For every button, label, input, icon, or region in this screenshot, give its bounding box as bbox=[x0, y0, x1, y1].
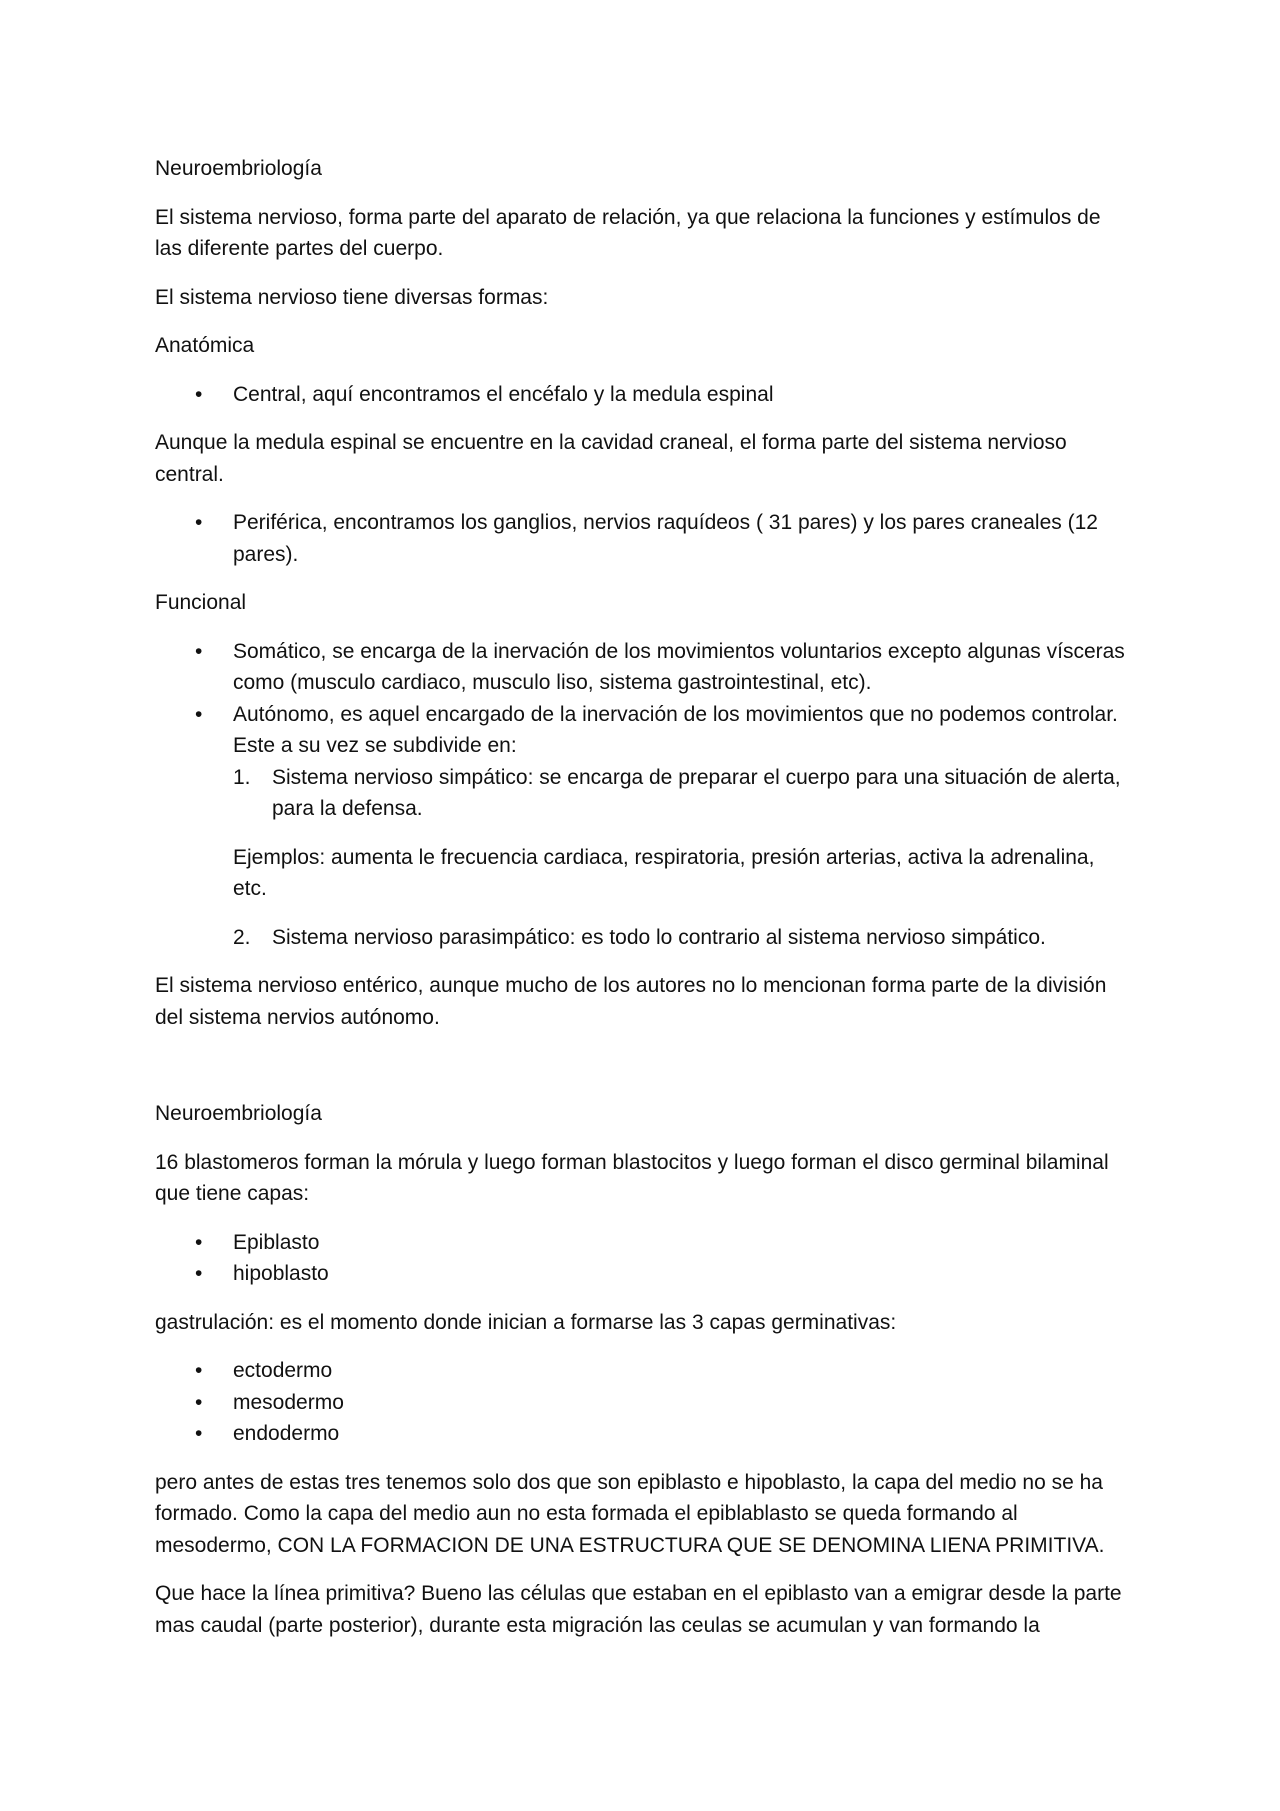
funcional-list bbox=[155, 636, 1130, 762]
paragraph: El sistema nervioso entérico, aunque mucho de los autores no lo mencionan forma parte de la división del sistema nervios autónomo. bbox=[155, 974, 1107, 1029]
document-body bbox=[155, 153, 1130, 1658]
item-number: 2. bbox=[233, 925, 251, 949]
item-text: Sistema nervioso parasimpático: es todo lo contrario al sistema nervioso simpático. bbox=[272, 925, 1046, 949]
list-item: • hipoblasto bbox=[155, 1258, 1130, 1290]
capas-list bbox=[155, 1227, 1130, 1290]
list-item: • endodermo bbox=[155, 1418, 1130, 1450]
germinativas-list bbox=[155, 1355, 1130, 1450]
list-item: • mesodermo bbox=[155, 1387, 1130, 1419]
paragraph: gastrulación: es el momento donde inician a formarse las 3 capas germinativas: bbox=[155, 1310, 897, 1334]
subheading-funcional: Funcional bbox=[155, 591, 247, 614]
paragraph: pero antes de estas tres tenemos solo dos que son epiblasto e hipoblasto, la capa del medio no se ha formado. Como la capa del medio aun no esta formada el epiblablasto se queda formando al mesodermo, CON LA FORMACION DE UNA ESTRUCTURA QUE SE DENOMINA LIENA PRIMITIVA. bbox=[155, 1470, 1105, 1557]
paragraph: El sistema nervioso tiene diversas formas: bbox=[155, 285, 549, 309]
list-item: • ectodermo bbox=[155, 1355, 1130, 1387]
autonomo-subdivision-list-2 bbox=[155, 922, 1130, 954]
list-item: • Somático, se encarga de la inervación de los movimientos voluntarios excepto algunas vísceras como (musculo cardiaco, musculo liso, sistema gastrointestinal, etc). bbox=[155, 636, 1130, 699]
section-title: Neuroembriología bbox=[155, 157, 322, 180]
autonomo-subdivision-list-1 bbox=[155, 762, 1130, 825]
list-item: • Central, aquí encontramos el encéfalo y la medula espinal bbox=[155, 379, 1130, 411]
periferica-list bbox=[155, 507, 1130, 570]
anatomica-list bbox=[155, 379, 1130, 411]
section-gap bbox=[155, 1050, 1130, 1098]
paragraph: Aunque la medula espinal se encuentre en la cavidad craneal, el forma parte del sistema nervioso central. bbox=[155, 431, 1067, 486]
numbered-item bbox=[233, 922, 1130, 954]
item-number: 1. bbox=[233, 765, 251, 789]
paragraph: El sistema nervioso, forma parte del aparato de relación, ya que relaciona la funciones y estímulos de las diferente partes del cuerpo. bbox=[155, 205, 1101, 260]
paragraph: Que hace la línea primitiva? Bueno las células que estaban en el epiblasto van a emigrar desde la parte mas caudal (parte posterior), durante esta migración las ceulas se acumulan y van formando la bbox=[155, 1582, 1122, 1637]
item-text: Sistema nervioso simpático: se encarga de preparar el cuerpo para una situación de alerta, para la defensa. bbox=[272, 765, 1121, 820]
list-item: • Epiblasto bbox=[155, 1227, 1130, 1259]
paragraph: 16 blastomeros forman la mórula y luego forman blastocitos y luego forman el disco germinal bilaminal que tiene capas: bbox=[155, 1150, 1109, 1205]
ejemplos-paragraph: Ejemplos: aumenta le frecuencia cardiaca, respiratoria, presión arterias, activa la adrenalina, etc. bbox=[233, 845, 1095, 900]
numbered-item bbox=[233, 762, 1130, 825]
list-item: • Periférica, encontramos los ganglios, nervios raquídeos ( 31 pares) y los pares craneales (12 pares). bbox=[155, 507, 1130, 570]
section-title: Neuroembriología bbox=[155, 1102, 322, 1125]
subheading-anatomica: Anatómica bbox=[155, 334, 255, 357]
list-item: • Autónomo, es aquel encargado de la inervación de los movimientos que no podemos controlar. Este a su vez se subdivide en: bbox=[155, 699, 1130, 762]
